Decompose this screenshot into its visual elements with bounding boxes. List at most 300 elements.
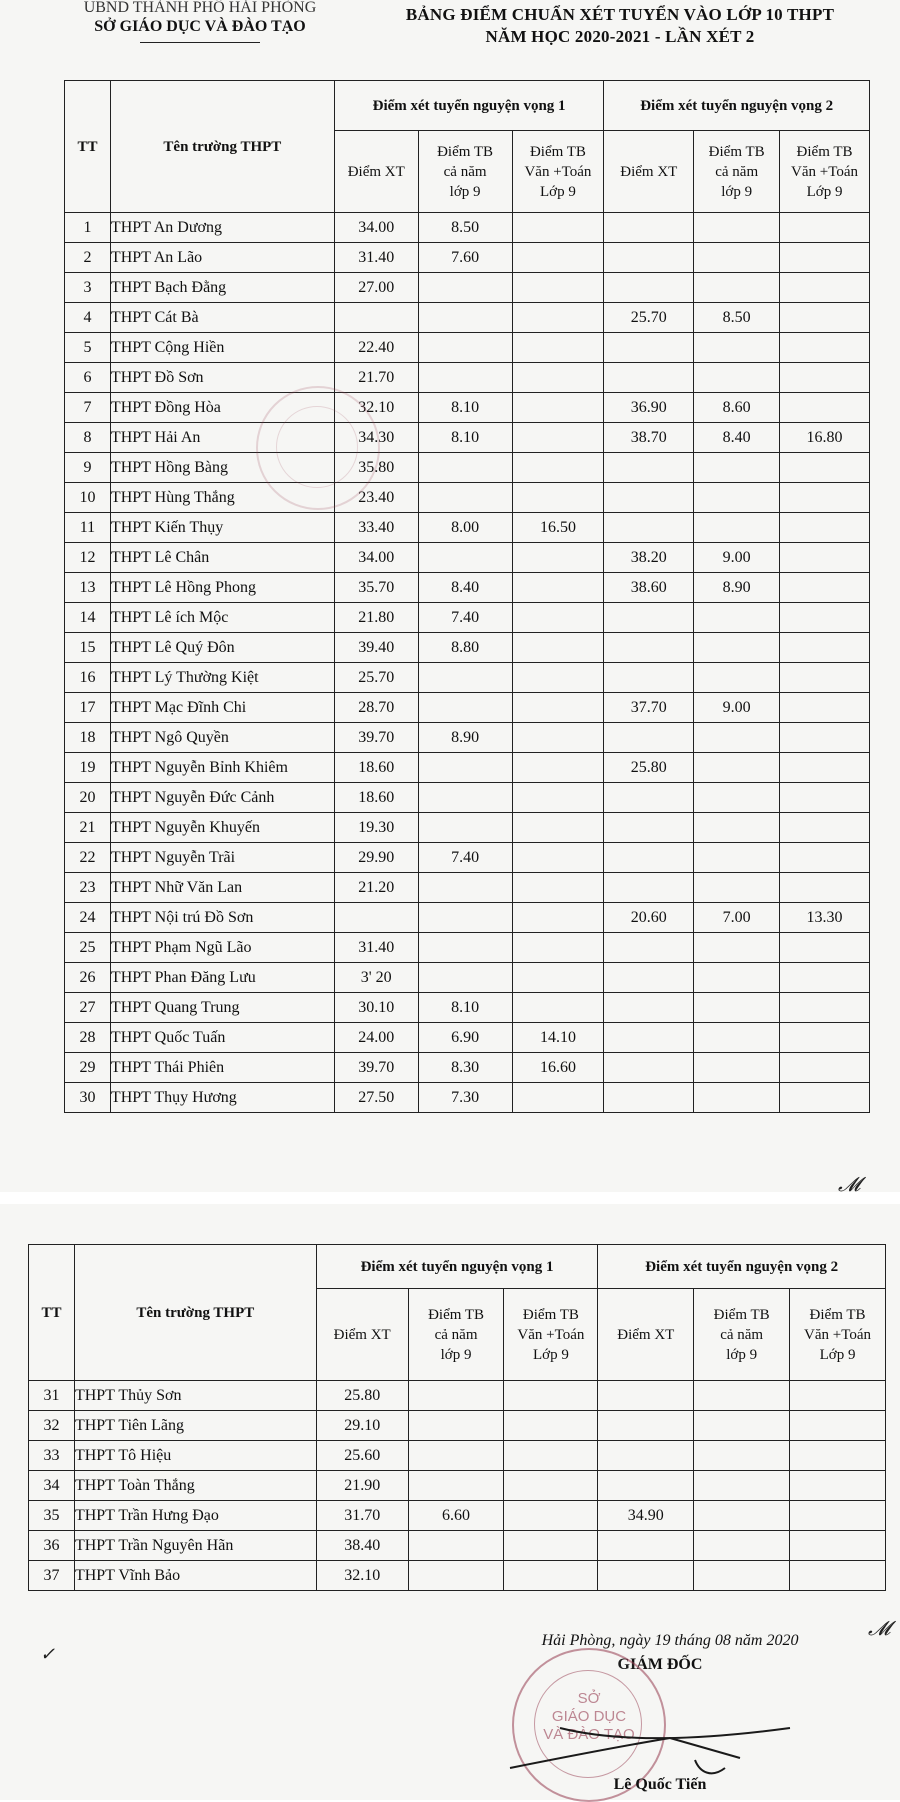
nv1-xt-score: 27.50 — [334, 1083, 418, 1113]
nv1-vt-score — [512, 543, 604, 573]
nv2-tb-header-2: Điểm TB cả năm lớp 9 — [694, 1289, 790, 1381]
nv1-tb-score — [418, 273, 512, 303]
table-row — [65, 903, 870, 933]
nv2-vt-score — [780, 213, 870, 243]
nv1-vt-score — [512, 933, 604, 963]
table-row — [65, 273, 870, 303]
nv2-vt-score — [790, 1381, 886, 1411]
nv1-vt-score — [512, 243, 604, 273]
table-row — [65, 693, 870, 723]
nv1-xt-score: 18.60 — [334, 783, 418, 813]
nv2-xt-score — [604, 483, 694, 513]
signer-position: GIÁM ĐỐC — [617, 1656, 703, 1673]
nv2-xt-score — [604, 963, 694, 993]
nv2-vt-score — [780, 483, 870, 513]
nv1-vt-score — [512, 273, 604, 303]
nv2-vt-score — [780, 303, 870, 333]
nv2-tb-score — [694, 663, 780, 693]
row-number: 11 — [65, 513, 111, 543]
nv1-tb-score: 8.10 — [418, 393, 512, 423]
row-number: 14 — [65, 603, 111, 633]
table-row — [65, 963, 870, 993]
nv1-tb-score: 8.00 — [418, 513, 512, 543]
school-name: THPT Toàn Thắng — [74, 1471, 316, 1501]
row-number: 8 — [65, 423, 111, 453]
row-number: 15 — [65, 633, 111, 663]
nv1-tb-score — [418, 543, 512, 573]
nv1-tb-score: 7.60 — [418, 243, 512, 273]
nv1-xt-score: 35.80 — [334, 453, 418, 483]
nv2-tb-score — [694, 1471, 790, 1501]
col-school-header-2: Tên trường THPT — [74, 1245, 316, 1381]
row-number: 22 — [65, 843, 111, 873]
nv1-xt-score: 39.40 — [334, 633, 418, 663]
nv2-tb-score — [694, 1083, 780, 1113]
nv2-tb-score — [694, 963, 780, 993]
nv2-xt-score — [604, 513, 694, 543]
nv2-xt-score — [604, 843, 694, 873]
row-number: 34 — [29, 1471, 75, 1501]
nv2-xt-score: 36.90 — [604, 393, 694, 423]
nv2-vt-score — [780, 573, 870, 603]
nv2-vt-score — [780, 1023, 870, 1053]
school-name: THPT Lê Chân — [110, 543, 334, 573]
nv2-tb-score — [694, 333, 780, 363]
table-row — [29, 1441, 886, 1471]
nv2-xt-score — [604, 1083, 694, 1113]
nv1-xt-score: 24.00 — [334, 1023, 418, 1053]
nv1-tb-score — [408, 1411, 504, 1441]
nv1-tb-score: 8.90 — [418, 723, 512, 753]
nv1-tb-score: 8.10 — [418, 993, 512, 1023]
table-row — [65, 1023, 870, 1053]
nv2-xt-score: 38.70 — [604, 423, 694, 453]
nv1-vt-score — [512, 843, 604, 873]
nv1-vt-score — [512, 663, 604, 693]
nv2-xt-score — [604, 273, 694, 303]
school-name: THPT Lê ích Mộc — [110, 603, 334, 633]
table-row — [65, 633, 870, 663]
nv1-vt-score — [512, 213, 604, 243]
school-name: THPT Lý Thường Kiệt — [110, 663, 334, 693]
row-number: 26 — [65, 963, 111, 993]
nv2-xt-score — [604, 333, 694, 363]
school-name: THPT Đồ Sơn — [110, 363, 334, 393]
table-row — [65, 513, 870, 543]
nv1-xt-score: 23.40 — [334, 483, 418, 513]
nv1-vt-score — [504, 1441, 598, 1471]
nv2-tb-score — [694, 1023, 780, 1053]
nv2-vt-header: Điểm TB Văn +Toán Lớp 9 — [780, 131, 870, 213]
row-number: 16 — [65, 663, 111, 693]
school-name: THPT Hải An — [110, 423, 334, 453]
nv1-vt-score — [504, 1471, 598, 1501]
table-row — [65, 1083, 870, 1113]
nv1-tb-score: 7.40 — [418, 603, 512, 633]
nv1-tb-score — [408, 1531, 504, 1561]
table-row — [65, 603, 870, 633]
nv2-xt-score: 38.20 — [604, 543, 694, 573]
row-number: 4 — [65, 303, 111, 333]
nv1-tb-score — [418, 783, 512, 813]
table-row — [65, 243, 870, 273]
nv1-xt-score: 31.40 — [334, 243, 418, 273]
nv2-xt-score: 25.70 — [604, 303, 694, 333]
nv2-tb-score — [694, 1053, 780, 1083]
table-row — [65, 933, 870, 963]
school-name: THPT Mạc Đĩnh Chi — [110, 693, 334, 723]
nv1-tb-score — [418, 753, 512, 783]
school-name: THPT Kiến Thụy — [110, 513, 334, 543]
nv1-vt-score — [504, 1501, 598, 1531]
table-row — [65, 363, 870, 393]
nv2-xt-score — [598, 1381, 694, 1411]
nv1-xt-score: 18.60 — [334, 753, 418, 783]
row-number: 24 — [65, 903, 111, 933]
table-row — [29, 1471, 886, 1501]
nv2-xt-score — [604, 933, 694, 963]
row-number: 37 — [29, 1561, 75, 1591]
nv2-tb-score — [694, 453, 780, 483]
row-number: 33 — [29, 1441, 75, 1471]
nv1-tb-score — [418, 813, 512, 843]
nv2-vt-score — [780, 453, 870, 483]
nv2-xt-score — [598, 1471, 694, 1501]
nv1-tb-score — [418, 663, 512, 693]
nv1-tb-score — [408, 1381, 504, 1411]
nv1-vt-score — [512, 483, 604, 513]
school-name: THPT Đồng Hòa — [110, 393, 334, 423]
nv2-xt-score — [604, 633, 694, 663]
nv2-xt-score — [604, 783, 694, 813]
nv2-vt-header-2: Điểm TB Văn +Toán Lớp 9 — [790, 1289, 886, 1381]
row-number: 28 — [65, 1023, 111, 1053]
nv2-vt-score — [780, 393, 870, 423]
school-name: THPT Thụy Hương — [110, 1083, 334, 1113]
nv2-tb-score — [694, 933, 780, 963]
school-name: THPT Phạm Ngũ Lão — [110, 933, 334, 963]
nv1-tb-score — [408, 1471, 504, 1501]
nv2-xt-header: Điểm XT — [604, 131, 694, 213]
table-row — [65, 333, 870, 363]
nv1-tb-score — [418, 453, 512, 483]
nv1-tb-header-2: Điểm TB cả năm lớp 9 — [408, 1289, 504, 1381]
nv1-xt-score: 21.80 — [334, 603, 418, 633]
nv2-vt-score — [790, 1531, 886, 1561]
row-number: 9 — [65, 453, 111, 483]
nv2-xt-score: 34.90 — [598, 1501, 694, 1531]
nv1-xt-score: 25.70 — [334, 663, 418, 693]
nv1-tb-score — [418, 483, 512, 513]
nv1-tb-score: 6.60 — [408, 1501, 504, 1531]
row-number: 2 — [65, 243, 111, 273]
nv2-xt-score — [604, 813, 694, 843]
table-row — [65, 393, 870, 423]
nv2-tb-score — [694, 1441, 790, 1471]
school-name: THPT Phan Đăng Lưu — [110, 963, 334, 993]
table-row — [65, 783, 870, 813]
table-body-2 — [29, 1381, 886, 1591]
table-row — [65, 993, 870, 1023]
table-row — [29, 1561, 886, 1591]
nv2-xt-score — [604, 213, 694, 243]
authority-underline — [140, 42, 260, 43]
nv1-xt-score: 32.10 — [316, 1561, 408, 1591]
nv1-tb-score: 7.30 — [418, 1083, 512, 1113]
nv2-tb-score: 9.00 — [694, 543, 780, 573]
nv2-vt-score — [780, 843, 870, 873]
nv2-tb-score: 8.60 — [694, 393, 780, 423]
nv2-xt-score — [598, 1531, 694, 1561]
row-number: 7 — [65, 393, 111, 423]
nv1-vt-score — [504, 1381, 598, 1411]
authority-line-1: UBND THÀNH PHỐ HẢI PHÒNG — [83, 0, 317, 16]
nv1-vt-score — [512, 783, 604, 813]
nv1-group-header: Điểm xét tuyển nguyện vọng 1 — [334, 81, 604, 131]
table-row — [65, 663, 870, 693]
nv1-tb-score: 8.40 — [418, 573, 512, 603]
nv2-vt-score — [780, 813, 870, 843]
nv2-tb-score — [694, 1561, 790, 1591]
nv2-tb-score — [694, 363, 780, 393]
row-number: 35 — [29, 1501, 75, 1531]
nv1-tb-score: 8.50 — [418, 213, 512, 243]
table-row — [65, 573, 870, 603]
nv1-xt-header: Điểm XT — [334, 131, 418, 213]
nv1-xt-score: 35.70 — [334, 573, 418, 603]
nv2-vt-score: 13.30 — [780, 903, 870, 933]
school-name: THPT Hùng Thắng — [110, 483, 334, 513]
nv2-tb-score: 8.90 — [694, 573, 780, 603]
row-number: 32 — [29, 1411, 75, 1441]
nv1-vt-score — [512, 303, 604, 333]
nv1-vt-score — [512, 333, 604, 363]
nv1-vt-score: 14.10 — [512, 1023, 604, 1053]
signer-name: Lê Quốc Tiến — [613, 1776, 707, 1793]
row-number: 12 — [65, 543, 111, 573]
nv1-vt-score — [512, 633, 604, 663]
nv2-xt-score: 20.60 — [604, 903, 694, 933]
nv2-vt-score — [780, 333, 870, 363]
school-name: THPT Tiên Lãng — [74, 1411, 316, 1441]
nv1-vt-score — [512, 903, 604, 933]
nv1-xt-score: 32.10 — [334, 393, 418, 423]
nv2-tb-score: 8.40 — [694, 423, 780, 453]
title-line-1: BẢNG ĐIỂM CHUẨN XÉT TUYỂN VÀO LỚP 10 THPT — [405, 5, 835, 24]
nv2-xt-score — [604, 873, 694, 903]
nv2-tb-score — [694, 843, 780, 873]
nv2-tb-score — [694, 753, 780, 783]
col-school-header: Tên trường THPT — [110, 81, 334, 213]
nv1-vt-score — [512, 603, 604, 633]
nv2-group-header: Điểm xét tuyển nguyện vọng 2 — [604, 81, 870, 131]
signature — [500, 1688, 880, 1788]
school-name: THPT Lê Hồng Phong — [110, 573, 334, 603]
school-name: THPT Quốc Tuấn — [110, 1023, 334, 1053]
school-name: THPT Hồng Bàng — [110, 453, 334, 483]
row-number: 5 — [65, 333, 111, 363]
nv1-vt-score: 16.60 — [512, 1053, 604, 1083]
nv2-vt-score — [780, 753, 870, 783]
nv2-xt-score: 38.60 — [604, 573, 694, 603]
nv1-xt-score: 34.30 — [334, 423, 418, 453]
school-name: THPT Thái Phiên — [110, 1053, 334, 1083]
nv1-xt-score: 34.00 — [334, 543, 418, 573]
nv1-xt-score: 33.40 — [334, 513, 418, 543]
nv2-tb-score — [694, 1531, 790, 1561]
nv2-tb-score: 8.50 — [694, 303, 780, 333]
nv1-vt-score — [512, 813, 604, 843]
nv1-tb-score: 8.10 — [418, 423, 512, 453]
nv1-xt-score: 19.30 — [334, 813, 418, 843]
nv1-tb-score — [418, 963, 512, 993]
table-row — [29, 1381, 886, 1411]
row-number: 23 — [65, 873, 111, 903]
nv1-vt-score — [512, 423, 604, 453]
initials-mark-1: 𝓜 — [838, 1172, 861, 1196]
school-name: THPT Cát Bà — [110, 303, 334, 333]
nv1-xt-score: 34.00 — [334, 213, 418, 243]
nv1-vt-score — [512, 363, 604, 393]
table-row — [65, 723, 870, 753]
school-name: THPT Nguyễn Trãi — [110, 843, 334, 873]
nv2-vt-score: 16.80 — [780, 423, 870, 453]
table-row — [65, 213, 870, 243]
nv2-tb-score — [694, 723, 780, 753]
nv1-vt-score — [512, 963, 604, 993]
nv1-xt-score — [334, 903, 418, 933]
nv2-xt-score — [604, 363, 694, 393]
nv2-vt-score — [790, 1471, 886, 1501]
school-name: THPT Trần Hưng Đạo — [74, 1501, 316, 1531]
nv1-xt-score: 21.90 — [316, 1471, 408, 1501]
nv1-tb-score: 7.40 — [418, 843, 512, 873]
nv1-xt-score: 31.70 — [316, 1501, 408, 1531]
row-number: 3 — [65, 273, 111, 303]
issuing-authority — [70, 0, 330, 43]
col-tt-header: TT — [65, 81, 111, 213]
row-number: 25 — [65, 933, 111, 963]
nv1-xt-score: 22.40 — [334, 333, 418, 363]
nv2-tb-score — [694, 273, 780, 303]
nv1-tb-score: 8.30 — [418, 1053, 512, 1083]
nv2-tb-score — [694, 633, 780, 663]
nv2-vt-score — [790, 1441, 886, 1471]
nv1-vt-score — [512, 393, 604, 423]
school-name: THPT Vĩnh Bảo — [74, 1561, 316, 1591]
nv2-xt-score — [604, 1023, 694, 1053]
table-row — [65, 753, 870, 783]
nv1-vt-score — [512, 693, 604, 723]
table-row — [65, 843, 870, 873]
nv2-vt-score — [780, 363, 870, 393]
school-name: THPT Trần Nguyên Hãn — [74, 1531, 316, 1561]
nv1-tb-score — [418, 933, 512, 963]
nv1-vt-score: 16.50 — [512, 513, 604, 543]
table-row — [65, 813, 870, 843]
nv1-xt-score: 29.10 — [316, 1411, 408, 1441]
school-name: THPT Tô Hiệu — [74, 1441, 316, 1471]
nv2-vt-score — [780, 783, 870, 813]
table-row — [65, 483, 870, 513]
nv2-tb-score — [694, 1381, 790, 1411]
nv2-vt-score — [780, 663, 870, 693]
nv2-group-header-2: Điểm xét tuyển nguyện vọng 2 — [598, 1245, 886, 1289]
nv2-tb-score — [694, 483, 780, 513]
nv1-vt-score — [504, 1531, 598, 1561]
nv1-xt-score: 27.00 — [334, 273, 418, 303]
school-name: THPT Quang Trung — [110, 993, 334, 1023]
nv2-vt-score — [780, 933, 870, 963]
nv1-xt-score: 28.70 — [334, 693, 418, 723]
nv2-vt-score — [780, 513, 870, 543]
nv2-vt-score — [780, 633, 870, 663]
table-row — [65, 543, 870, 573]
nv1-vt-score — [504, 1561, 598, 1591]
row-number: 6 — [65, 363, 111, 393]
nv1-group-header-2: Điểm xét tuyển nguyện vọng 1 — [316, 1245, 598, 1289]
nv1-xt-score: 25.80 — [316, 1381, 408, 1411]
nv1-vt-score — [512, 993, 604, 1023]
nv1-tb-score — [418, 903, 512, 933]
nv2-xt-score — [604, 723, 694, 753]
nv1-xt-score: 25.60 — [316, 1441, 408, 1471]
nv2-vt-score — [780, 243, 870, 273]
row-number: 20 — [65, 783, 111, 813]
table-row — [65, 453, 870, 483]
nv2-tb-score: 9.00 — [694, 693, 780, 723]
school-name: THPT Lê Quý Đôn — [110, 633, 334, 663]
nv1-tb-score — [418, 873, 512, 903]
nv1-vt-score — [512, 723, 604, 753]
nv2-tb-score — [694, 213, 780, 243]
nv2-vt-score — [780, 1083, 870, 1113]
table-row — [65, 423, 870, 453]
authority-line-2: SỞ GIÁO DỤC VÀ ĐÀO TẠO — [94, 18, 306, 35]
nv1-xt-score: 3' 20 — [334, 963, 418, 993]
nv2-vt-score — [790, 1411, 886, 1441]
row-number: 30 — [65, 1083, 111, 1113]
col-tt-header-2: TT — [29, 1245, 75, 1381]
nv2-vt-score — [780, 693, 870, 723]
nv2-xt-score: 25.80 — [604, 753, 694, 783]
nv2-xt-score — [604, 243, 694, 273]
nv2-tb-score — [694, 993, 780, 1023]
nv1-vt-score — [512, 453, 604, 483]
nv2-vt-score — [790, 1501, 886, 1531]
nv2-vt-score — [780, 543, 870, 573]
table-row — [65, 1053, 870, 1083]
official-seal: SỞ GIÁO DỤC VÀ ĐÀO TẠO — [512, 1648, 666, 1802]
nv1-xt-score: 21.20 — [334, 873, 418, 903]
row-number: 10 — [65, 483, 111, 513]
nv2-tb-header: Điểm TB cả năm lớp 9 — [694, 131, 780, 213]
nv1-tb-score — [418, 693, 512, 723]
row-number: 1 — [65, 213, 111, 243]
nv1-tb-score: 8.80 — [418, 633, 512, 663]
nv2-tb-score — [694, 873, 780, 903]
nv2-vt-score — [790, 1561, 886, 1591]
nv2-tb-score — [694, 813, 780, 843]
table-row — [29, 1501, 886, 1531]
row-number: 17 — [65, 693, 111, 723]
row-number: 18 — [65, 723, 111, 753]
table-row — [65, 873, 870, 903]
document-title — [340, 4, 900, 48]
table-row — [29, 1411, 886, 1441]
table-body-1 — [65, 213, 870, 1113]
nv1-vt-score — [512, 873, 604, 903]
